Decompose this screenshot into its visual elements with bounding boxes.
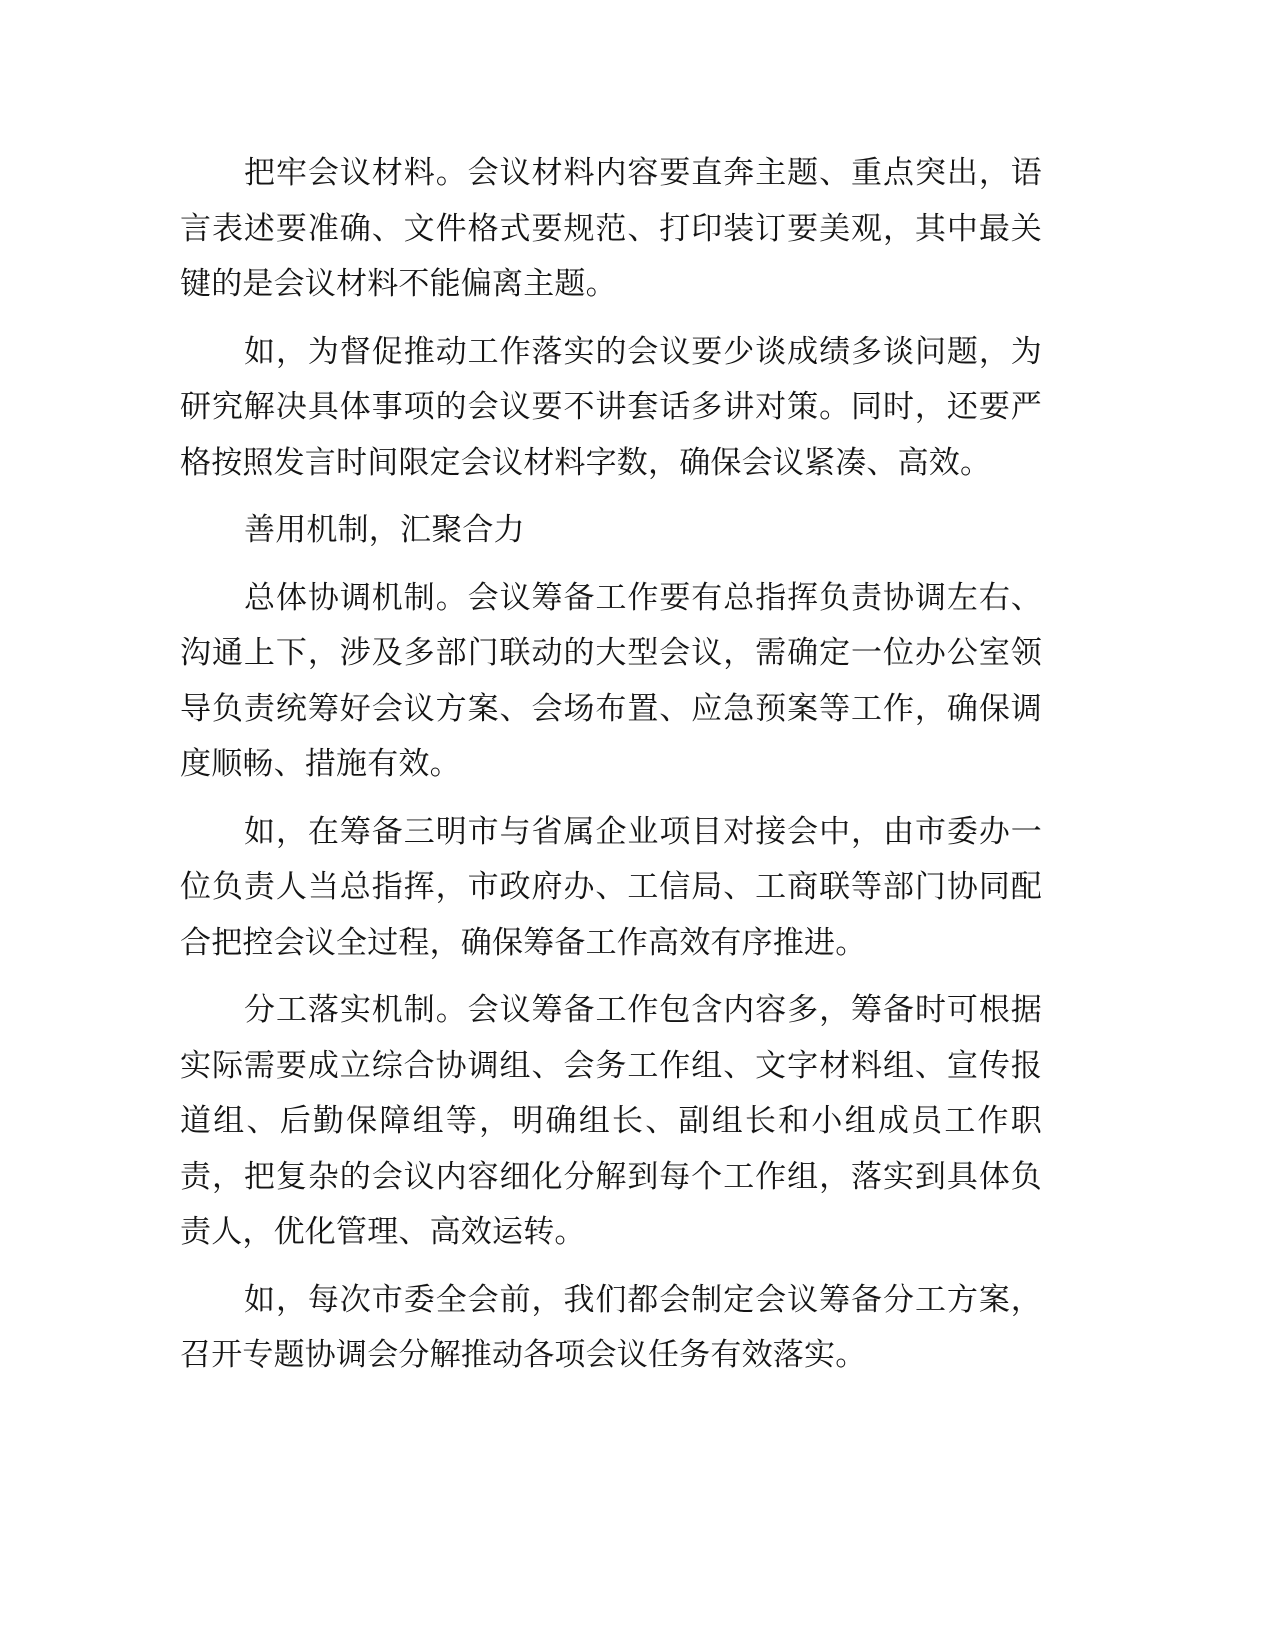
paragraph-division-mechanism: 分工落实机制。会议筹备工作包含内容多，筹备时可根据实际需要成立综合协调组、会务工作组、文字材料组、宣传报道组、后勤保障组等，明确组长、副组长和小组成员工作职责，把复杂的会议内容细化分解到每个工作组，落实到具体负责人，优化管理、高效运转。 <box>180 992 1042 1250</box>
document-body <box>180 146 1042 1396</box>
paragraph-coordination-example: 如，在筹备三明市与省属企业项目对接会中，由市委办一位负责人当总指挥，市政府办、工信局、工商联等部门协同配合把控会议全过程，确保筹备工作高效有序推进。 <box>180 813 1042 961</box>
paragraph-meeting-materials: 把牢会议材料。会议材料内容要直奔主题、重点突出，语言表述要准确、文件格式要规范、打印装订要美观，其中最关键的是会议材料不能偏离主题。 <box>180 155 1042 302</box>
section-heading: 善用机制，汇聚合力 <box>244 512 525 548</box>
paragraph-coordination-mechanism: 总体协调机制。会议筹备工作要有总指挥负责协调左右、沟通上下，涉及多部门联动的大型会议，需确定一位办公室领导负责统筹好会议方案、会场布置、应急预案等工作，确保调度顺畅、措施有效。 <box>180 579 1042 782</box>
paragraph-division-example: 如，每次市委全会前，我们都会制定会议筹备分工方案，召开专题协调会分解推动各项会议任务有效落实。 <box>180 1281 1042 1373</box>
paragraph-materials-example: 如，为督促推动工作落实的会议要少谈成绩多谈问题，为研究解决具体事项的会议要不讲套话多讲对策。同时，还要严格按照发言时间限定会议材料字数，确保会议紧凑、高效。 <box>180 333 1042 481</box>
